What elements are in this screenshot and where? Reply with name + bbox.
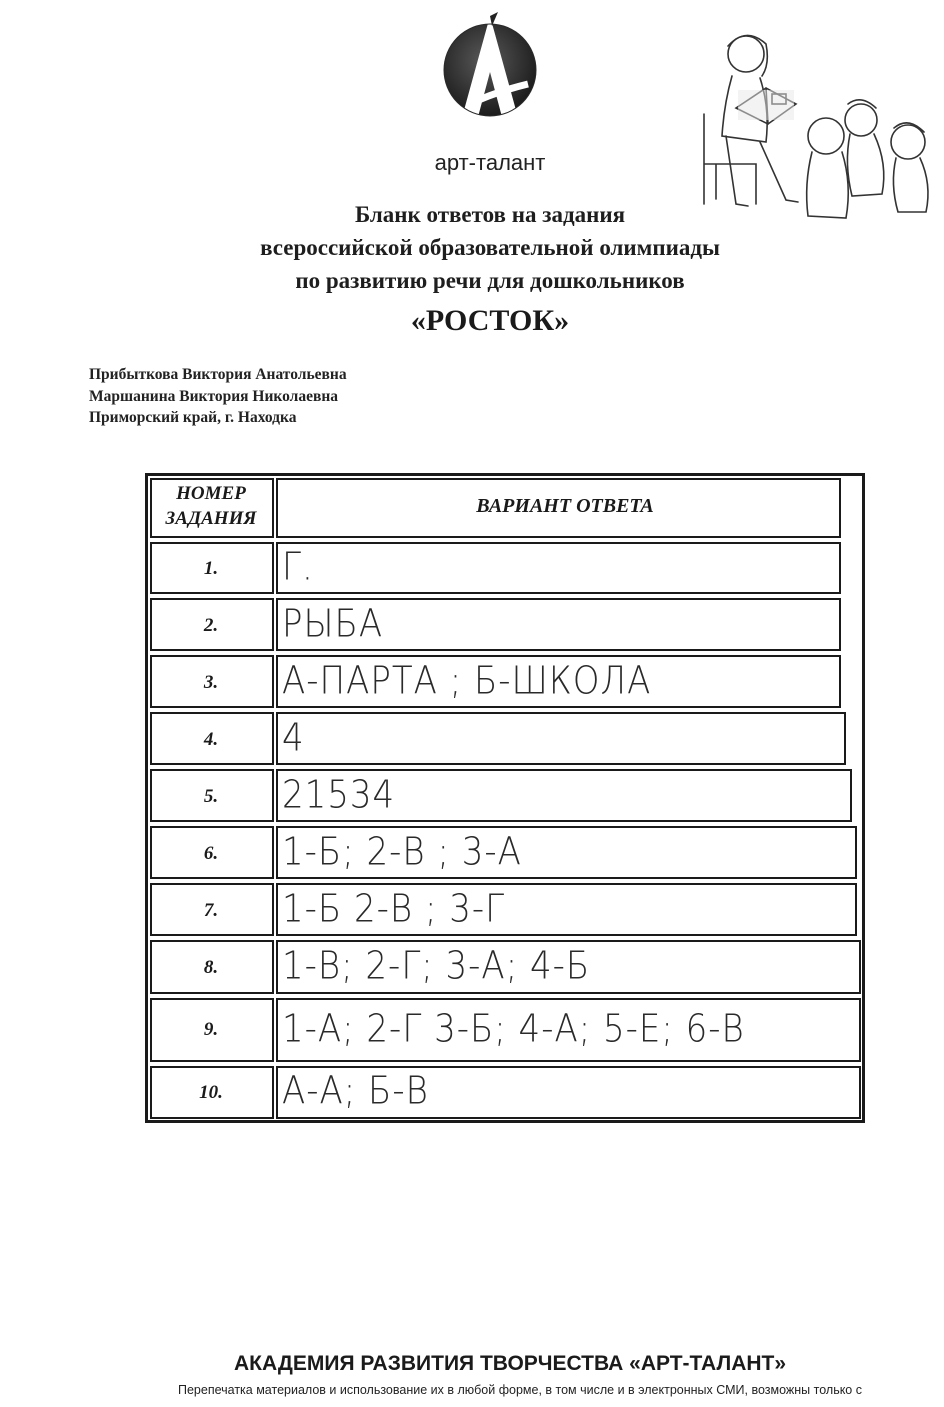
answer-table xyxy=(145,473,865,1123)
handwritten-answer: А-ПАРТА ; Б-ШКОЛА xyxy=(282,658,652,704)
handwritten-answer: А-А; Б-В xyxy=(282,1068,429,1114)
footer-copyright-note: Перепечатка материалов и использование их в любой форме, в том числе и в электронных СМИ, возможны только с xyxy=(177,1383,862,1397)
header-task-number: НОМЕР ЗАДАНИЯ xyxy=(165,483,257,529)
author-location: Приморский край, г. Находка xyxy=(89,409,297,426)
title-line-1: Бланк ответов на задания xyxy=(354,202,626,227)
title-line-3: по развитию речи для дошкольников xyxy=(295,268,685,293)
author-2: Маршанина Виктория Николаевна xyxy=(89,387,339,405)
task-number: 10. xyxy=(199,1082,223,1103)
handwritten-answer: 1-В; 2-Г; 3-А; 4-Б xyxy=(282,943,591,989)
task-number: 9. xyxy=(203,1019,219,1040)
task-number: 8. xyxy=(203,957,219,978)
task-number: 6. xyxy=(203,843,219,864)
task-number: 5. xyxy=(203,786,219,807)
handwritten-answer: 1-Б 2-В ; 3-Г xyxy=(282,886,506,932)
title-block xyxy=(150,198,830,343)
handwritten-answer: 4 xyxy=(282,715,305,761)
olympiad-name: «РОСТОК» xyxy=(410,304,570,337)
task-number: 1. xyxy=(203,558,219,579)
art-talant-logo xyxy=(440,12,540,137)
footer-academy-title: АКАДЕМИЯ РАЗВИТИЯ ТВОРЧЕСТВА «АРТ-ТАЛАНТ» xyxy=(233,1352,787,1375)
header-answer: ВАРИАНТ ОТВЕТА xyxy=(476,495,654,517)
title-line-2: всероссийской образовательной олимпиады xyxy=(260,235,720,260)
task-number: 3. xyxy=(203,672,219,693)
handwritten-answer: РЫБА xyxy=(282,601,384,647)
task-number: 7. xyxy=(203,900,219,921)
logo-wordmark: арт-талант xyxy=(434,150,546,175)
teacher-children-illustration xyxy=(696,24,940,224)
task-number: 4. xyxy=(203,729,219,750)
handwritten-answer: 21534 xyxy=(282,772,396,818)
handwritten-answer: Г. xyxy=(282,544,314,590)
task-number: 2. xyxy=(203,615,219,636)
authors-block xyxy=(89,364,589,429)
handwritten-answer: 1-Б; 2-В ; 3-А xyxy=(282,829,522,875)
handwritten-answer: 1-А; 2-Г 3-Б; 4-А; 5-Е; 6-В xyxy=(282,1006,745,1052)
author-1: Прибыткова Виктория Анатольевна xyxy=(89,366,347,383)
